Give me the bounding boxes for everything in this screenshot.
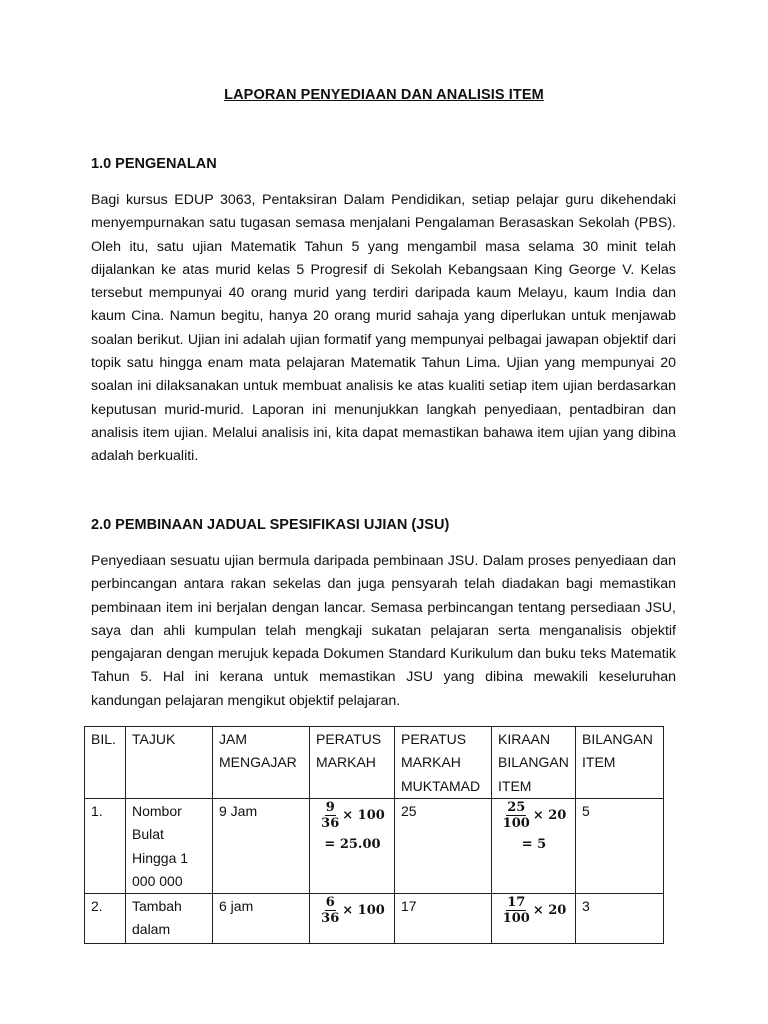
cell-kiraan <box>492 799 576 894</box>
fraction-denominator: 36 <box>321 816 340 831</box>
fraction <box>320 895 340 926</box>
cell-tajuk: Tambah dalam <box>126 894 213 944</box>
section-2-heading: 2.0 PEMBINAAN JADUAL SPESIFIKASI UJIAN (JSU) <box>91 517 450 533</box>
table-row <box>85 894 664 944</box>
cell-jam: 6 jam <box>213 894 310 944</box>
cell-kiraan <box>492 894 576 944</box>
section-2-paragraph: Penyediaan sesuatu ujian bermula daripada pembinaan JSU. Dalam proses penyediaan dan perbincangan antara rakan sekelas dan juga pensyarah telah diadakan bagi memastikan pembinaan item ini berjalan dengan lancar. Semasa perbincangan tentang persediaan JSU, saya dan ahli kumpulan telah mengkaji sukatan pelajaran serta menganalisis objektif pengajaran dengan merujuk kepada Dokumen Standard Kurikulum dan buku teks Matematik Tahun 5. Hal ini kerana untuk memastikan JSU yang dibina mewakili keseluruhan kandungan pelajaran mengikut objektif pelajaran. <box>91 553 676 709</box>
cell-bilangan: 5 <box>576 799 664 894</box>
multiplier: × 20 <box>532 903 567 919</box>
fraction-denominator: 100 <box>502 816 530 831</box>
cell-muktamad: 17 <box>395 894 492 944</box>
cell-muktamad: 25 <box>395 799 492 894</box>
header-jam-mengajar: JAM MENGAJAR <box>213 727 310 799</box>
cell-bil: 2. <box>85 894 126 944</box>
fraction-numerator: 25 <box>507 800 526 815</box>
header-tajuk: TAJUK <box>126 727 213 799</box>
header-bilangan-item: BILANGAN ITEM <box>576 727 664 799</box>
section-1-paragraph: Bagi kursus EDUP 3063, Pentaksiran Dalam Pendidikan, setiap pelajar guru dikehendaki menyempurnakan satu tugasan semasa menjalani Pengalaman Berasaskan Sekolah (PBS). Oleh itu, satu ujian Matematik Tahun 5 yang mengambil masa selama 30 minit telah dijalankan ke atas murid kelas 5 Progresif di Sekolah Kebangsaan King George V. Kelas tersebut mempunyai 40 orang murid yang terdiri daripada kaum Melayu, kaum India dan kaum Cina. Namun begitu, hanya 20 orang murid sahaja yang diperlukan untuk menjawab soalan berikut. Ujian ini adalah ujian formatif yang mempunyai pelbagai jawapan objektif dari topik satu hingga enam mata pelajaran Matematik Tahun Lima. Ujian yang mempunyai 20 soalan ini dilaksanakan untuk membuat analisis ke atas kualiti setiap item ujian berdasarkan keputusan murid-murid. Laporan ini menunjukkan langkah penyediaan, pentadbiran dan analisis item ujian. Melalui analisis ini, kita dapat memastikan bahawa item ujian yang dibina adalah berkualiti. <box>91 192 676 465</box>
cell-tajuk: Nombor Bulat Hingga 1 000 000 <box>126 799 213 894</box>
multiplier: × 100 <box>342 807 385 823</box>
header-bil: BIL. <box>85 727 126 799</box>
calc-result: = 25.00 <box>324 837 381 852</box>
document-title: LAPORAN PENYEDIAAN DAN ANALISIS ITEM <box>224 87 544 103</box>
header-peratus-muktamad: PERATUS MARKAH MUKTAMAD <box>395 727 492 799</box>
header-kiraan-bilangan-item: KIRAAN BILANGAN ITEM <box>492 727 576 799</box>
calc-result: = 5 <box>521 837 547 852</box>
fraction <box>502 895 531 926</box>
table-row <box>85 799 664 894</box>
section-1-heading: 1.0 PENGENALAN <box>91 156 217 172</box>
cell-bilangan: 3 <box>576 894 664 944</box>
table-header-row <box>85 727 664 799</box>
cell-bil: 1. <box>85 799 126 894</box>
fraction <box>502 800 531 831</box>
jsu-table <box>84 726 664 944</box>
cell-jam: 9 Jam <box>213 799 310 894</box>
header-peratus-markah: PERATUS MARKAH <box>310 727 395 799</box>
multiplier: × 20 <box>532 807 567 823</box>
fraction-numerator: 9 <box>325 800 335 815</box>
multiplier: × 100 <box>342 903 385 919</box>
fraction-denominator: 100 <box>502 911 530 927</box>
cell-peratus-markah <box>310 894 395 944</box>
fraction-denominator: 36 <box>321 911 340 927</box>
fraction-numerator: 6 <box>325 895 335 911</box>
fraction-numerator: 17 <box>507 895 526 911</box>
cell-peratus-markah <box>310 799 395 894</box>
fraction <box>320 800 340 831</box>
